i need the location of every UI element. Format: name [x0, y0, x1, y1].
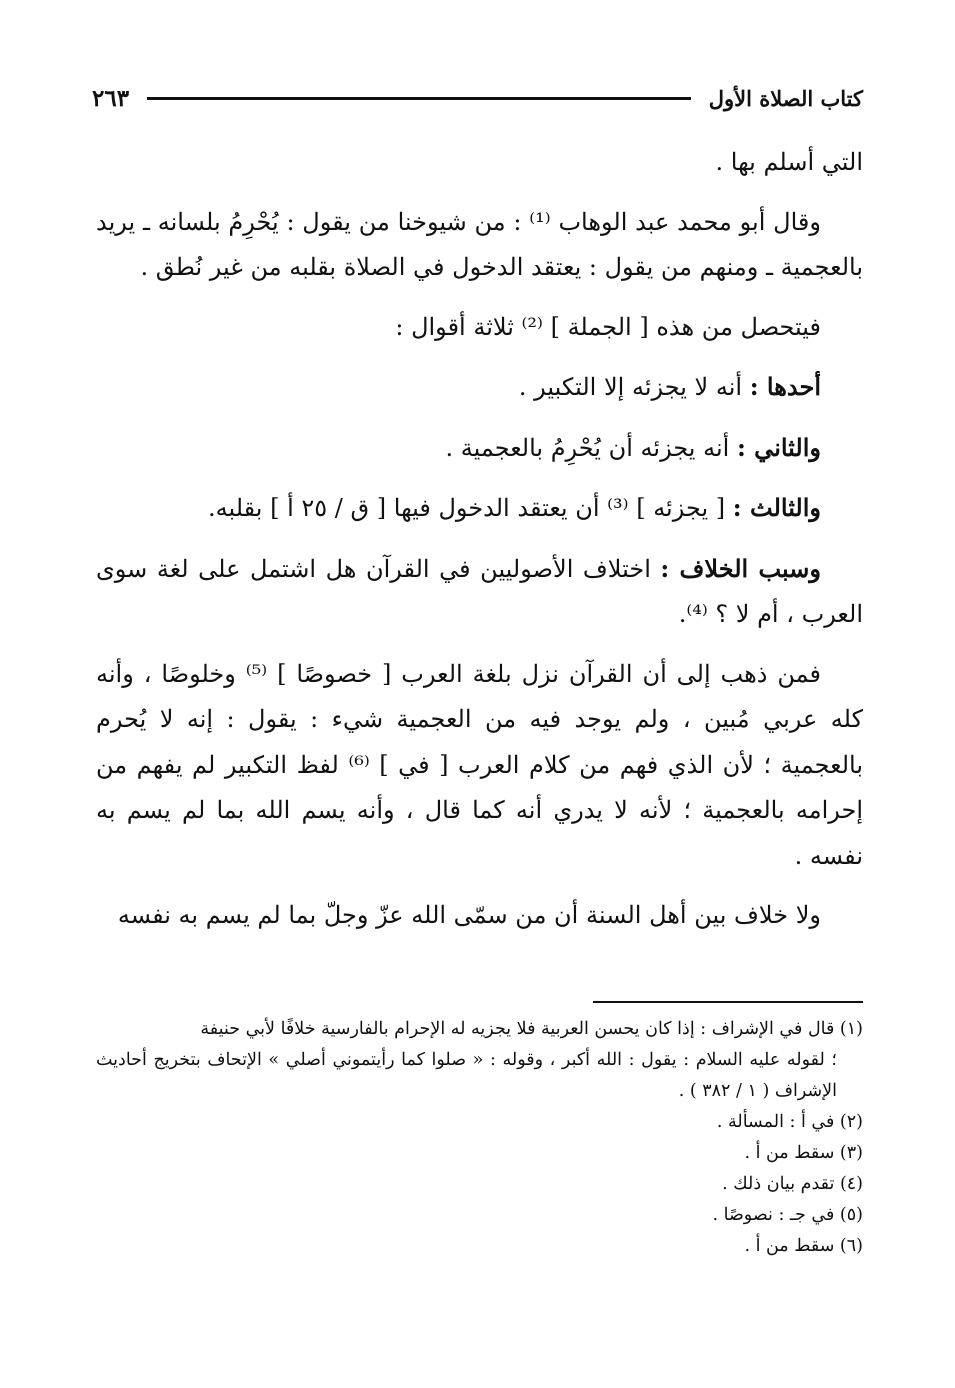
- paragraph-8: فمن ذهب إلى أن القرآن نزل بلغة العرب [ خصوصًا ] ⁽⁵⁾ وخلوصًا ، وأنه كله عربي مُبين ، ولم يوجد فيه من العجمية شيء : يقول : إنه لا يُحرم بالعجمية ؛ لأن الذي فهم من كلام العرب [ في ] ⁽⁶⁾ لفظ التكبير لم يفهم من إحرامه بالعجمية ؛ لأنه لا يدري أنه كما قال ، وأنه يسم الله بما لم يسم به نفسه .: [96, 659, 863, 870]
- footnote-1: (١) قال في الإشراف : إذا كان يحسن العربية فلا يجزيه له الإحرام بالفارسية خلافًا لأبي حنيفة: [200, 1019, 863, 1039]
- footnote-5: (٥) في جـ : نصوصًا .: [712, 1205, 863, 1225]
- page-header: [92, 78, 863, 118]
- opinion-label-1: أحدها :: [749, 372, 821, 401]
- opinion-text-1: أنه لا يجزئه إلا التكبير .: [518, 373, 750, 401]
- paragraph-7: [96, 546, 863, 638]
- reason-label: وسبب الخلاف :: [660, 553, 821, 583]
- footnote-6: (٦) سقط من أ .: [744, 1236, 863, 1256]
- paragraph-3: فيتحصل من هذه [ الجملة ] ⁽²⁾ ثلاثة أقوال :: [395, 312, 821, 341]
- running-title: كتاب الصلاة الأول: [708, 85, 863, 111]
- footnote-separator: [593, 1001, 863, 1003]
- paragraph-5: [96, 425, 863, 472]
- footnote-2: (٢) في أ : المسألة .: [716, 1112, 863, 1132]
- paragraph-6: [96, 485, 863, 532]
- main-text: [96, 140, 863, 939]
- footnote-1-continuation: ؛ لقوله عليه السلام : يقول : الله أكبر ، وقوله : « صلوا كما رأيتموني أصلي » الإتحاف بتخريج أحاديث الإشراف ( ١ / ٣٨٢ ) .: [96, 1050, 837, 1101]
- page-number: ٢٦٣: [92, 84, 130, 112]
- opinion-label-3: والثالث :: [732, 493, 821, 522]
- paragraph-4: [96, 364, 863, 411]
- paragraph-2: وقال أبو محمد عبد الوهاب ⁽¹⁾ : من شيوخنا من يقول : يُحْرِمُ بلسانه ـ يريد بالعجمية ـ ومنهم من يقول : يعتقد الدخول في الصلاة بقلبه من غير نُطق .: [96, 207, 863, 281]
- footnotes: [96, 1014, 863, 1262]
- reason-text: اختلاف الأصوليين في القرآن هل اشتمل على لغة سوى العرب ، أم لا ؟ ⁽⁴⁾.: [96, 554, 863, 628]
- opinion-text-3: [ يجزئه ] ⁽³⁾ أن يعتقد الدخول فيها [ ق / ٢٥ أ ] بقلبه.: [207, 494, 733, 522]
- footnote-4: (٤) تقدم بيان ذلك .: [722, 1174, 863, 1194]
- opinion-label-2: والثاني :: [736, 432, 821, 462]
- footnote-3: (٣) سقط من أ .: [744, 1143, 863, 1163]
- header-rule: [147, 97, 691, 100]
- paragraph-9: ولا خلاف بين أهل السنة أن من سمّى الله عزّ وجلّ بما لم يسم به نفسه: [117, 901, 821, 929]
- paragraph-1: التي أسلم بها .: [715, 148, 863, 176]
- opinion-text-2: أنه يجزئه أن يُحْرِمُ بالعجمية .: [445, 433, 737, 462]
